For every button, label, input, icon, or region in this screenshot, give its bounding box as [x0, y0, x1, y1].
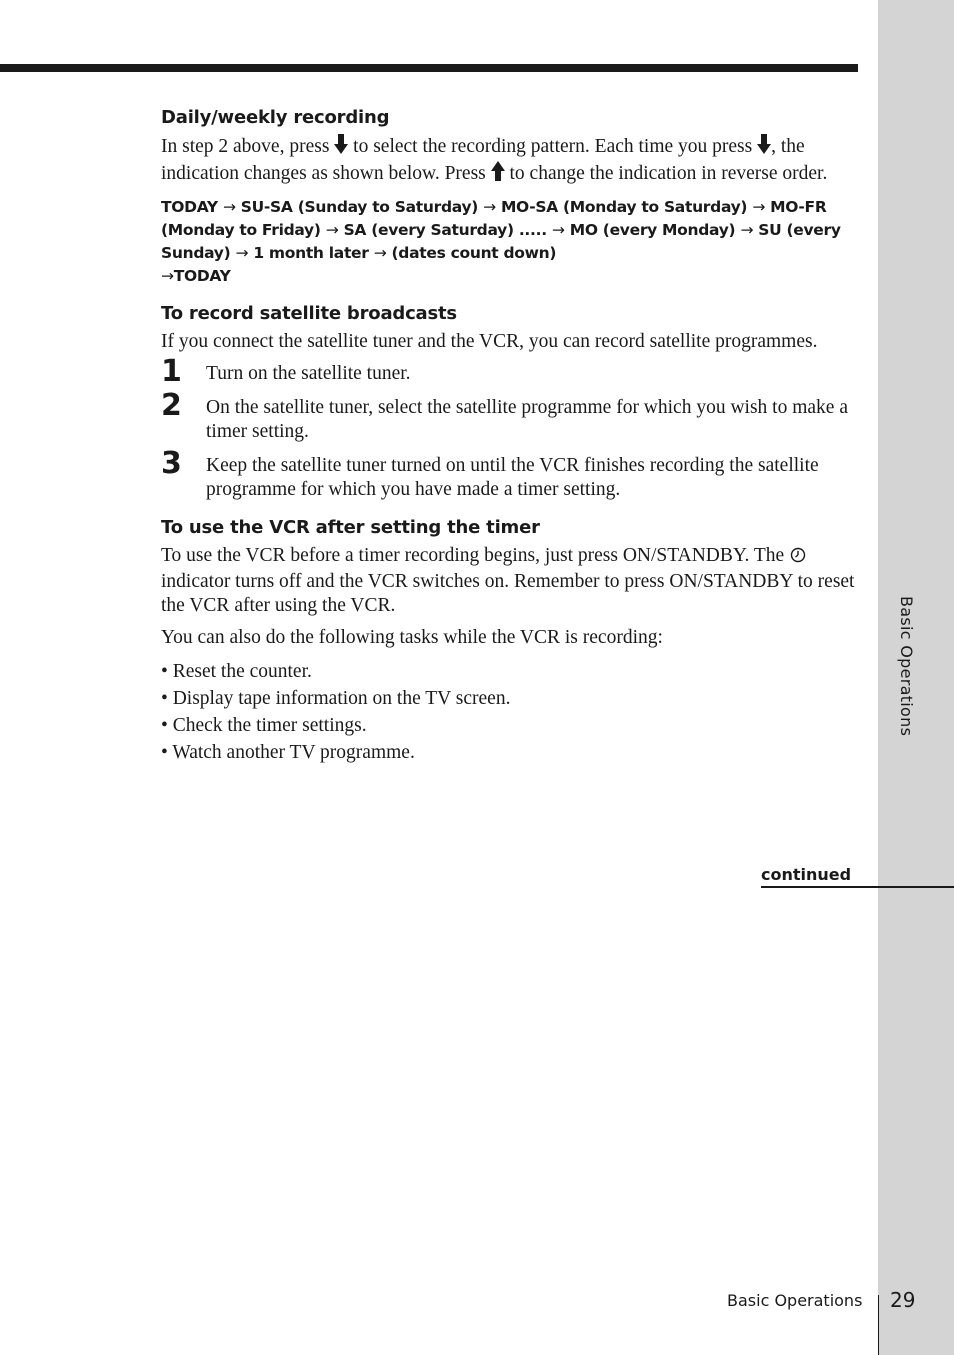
right-arrow-icon: →: [752, 198, 766, 216]
after-timer-heading: To use the VCR after setting the timer: [161, 517, 540, 538]
right-arrow-icon: →: [373, 244, 387, 262]
pattern-item: TODAY: [161, 198, 218, 216]
satellite-heading: To record satellite broadcasts: [161, 303, 457, 324]
up-arrow-icon: [491, 161, 505, 188]
step-2: [161, 388, 858, 444]
list-item: • Check the timer settings.: [161, 715, 367, 736]
timer-clock-icon: [789, 545, 807, 570]
footer-section-label: Basic Operations: [727, 1291, 863, 1310]
list-item: • Display tape information on the TV screen.: [161, 688, 511, 709]
right-arrow-icon: →: [740, 221, 754, 239]
step-1: [161, 354, 858, 389]
pattern-item: SU (every Sunday): [161, 221, 841, 262]
pattern-item: MO-SA (Monday to Saturday): [500, 198, 748, 216]
daily-text-1: In step 2 above, press: [161, 136, 330, 157]
pattern-item: 1 month later: [253, 244, 369, 262]
step-text: Turn on the satellite tuner.: [206, 363, 411, 384]
step-number: 1: [161, 354, 182, 389]
step-number: 3: [161, 446, 182, 481]
daily-text-2: to select the recording pattern. Each time you press: [353, 136, 753, 157]
step-text: On the satellite tuner, select the satellite programme for which you wish to make a timer setting.: [206, 397, 848, 442]
continued-rule: [761, 886, 954, 888]
right-arrow-icon: →: [161, 267, 174, 285]
right-arrow-icon: →: [235, 244, 249, 262]
pattern-item: MO-FR (Monday to Friday): [161, 198, 827, 239]
right-arrow-icon: →: [483, 198, 496, 216]
pattern-item: SA (every Saturday) .....: [343, 221, 547, 239]
recording-pattern-sequence: [161, 196, 858, 288]
pattern-item: (dates count down): [391, 244, 557, 262]
footer-separator: [878, 1295, 879, 1355]
pattern-item: MO (every Monday): [569, 221, 736, 239]
page-number: 29: [890, 1288, 916, 1312]
daily-weekly-heading: Daily/weekly recording: [161, 107, 390, 128]
right-arrow-icon: →: [551, 221, 565, 239]
recording-tasks-list: [161, 658, 858, 766]
daily-text-3: , the indication changes as shown below. Press: [161, 136, 805, 184]
continued-label: continued: [761, 865, 852, 884]
pattern-item: TODAY: [173, 267, 231, 285]
after-timer-paragraph: [161, 544, 858, 618]
down-arrow-icon: [334, 134, 348, 161]
step-text: Keep the satellite tuner turned on until the VCR finishes recording the satellite programme for which you have made a timer setting.: [206, 455, 819, 500]
step-number: 2: [161, 388, 182, 423]
pattern-item: SU-SA (Sunday to Saturday): [240, 198, 479, 216]
list-item: • Reset the counter.: [161, 661, 312, 682]
right-arrow-icon: →: [325, 221, 339, 239]
step-3: [161, 446, 858, 502]
list-item: • Watch another TV programme.: [161, 742, 415, 763]
recording-tasks-intro: You can also do the following tasks while the VCR is recording:: [161, 627, 663, 648]
side-tab-label: Basic Operations: [897, 596, 916, 737]
top-rule: [0, 64, 858, 72]
down-arrow-icon: [757, 134, 771, 161]
satellite-intro: If you connect the satellite tuner and the VCR, you can record satellite programmes.: [161, 331, 818, 352]
daily-text-4: to change the indication in reverse order.: [509, 163, 828, 184]
page-content: [161, 106, 858, 766]
right-arrow-icon: →: [222, 198, 236, 216]
after-timer-text-2: indicator turns off and the VCR switches on. Remember to press ON/STANDBY to reset the VCR after using the VCR.: [161, 571, 855, 616]
daily-weekly-paragraph: [161, 134, 858, 188]
after-timer-text-1: To use the VCR before a timer recording begins, just press ON/STANDBY. The: [161, 545, 785, 566]
side-tab: [878, 0, 954, 1355]
